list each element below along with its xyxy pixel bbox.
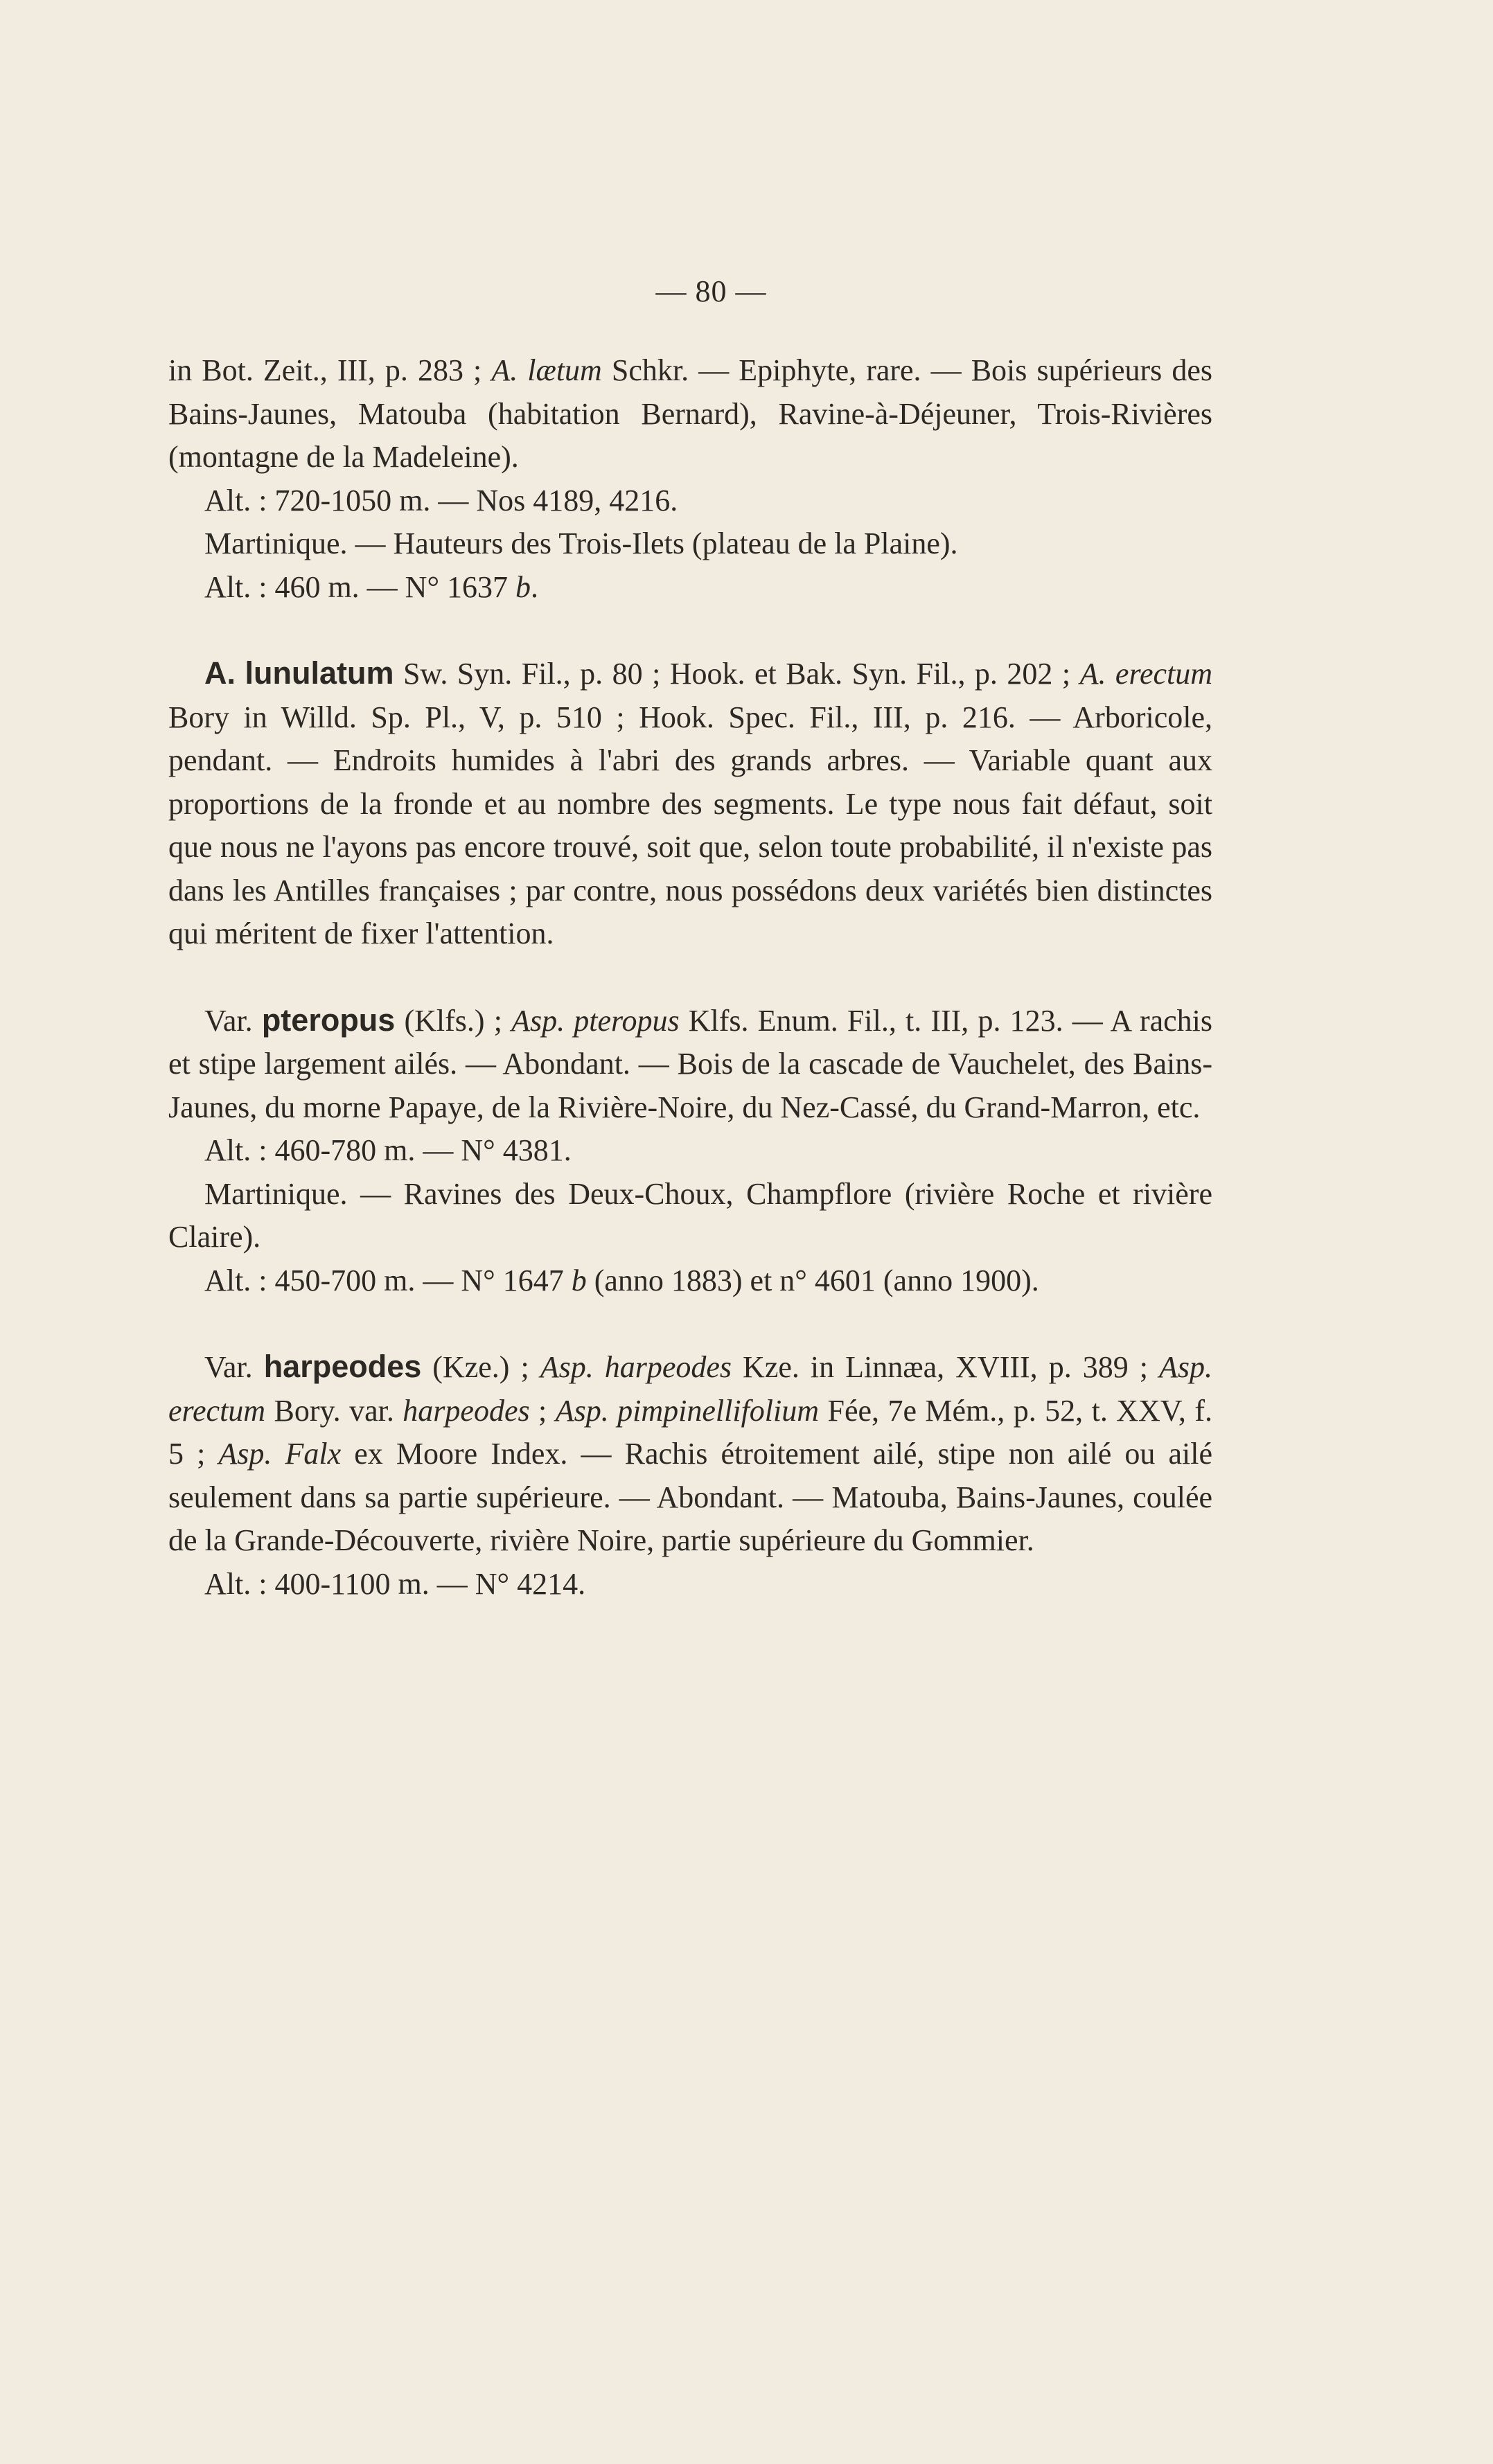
species-genus: A.	[204, 655, 236, 691]
species-name: lunulatum	[245, 655, 394, 691]
paragraph: in Bot. Zeit., III, p. 283 ; A. lætum Schkr. — Epiphyte, rare. — Bois supérieurs des Bains-Jaunes, Matouba (habitation Bernard), Ravine-à-Déjeuner, Trois-Rivières (montagne de la Madeleine).	[168, 353, 1213, 474]
variety-name: pteropus	[261, 1002, 396, 1038]
species-entry-lunulatum	[168, 652, 1212, 956]
altitude-line: Alt. : 460-780 m. — N° 4381.	[204, 1133, 572, 1167]
altitude-line: Alt. : 450-700 m. — N° 1647 b (anno 1883) et n° 4601 (anno 1900).	[204, 1263, 1039, 1297]
altitude-line: Alt. : 400-1100 m. — N° 4214.	[204, 1566, 586, 1601]
document-page	[168, 274, 1212, 1606]
variety-paragraph: Var. pteropus (Klfs.) ; Asp. pteropus Klfs. Enum. Fil., t. III, p. 123. — A rachis et stipe largement ailés. — Abondant. — Bois de la cascade de Vauchelet, des Bains-Jaunes, du morne Papaye, de la Rivière-Noire, du Nez-Cassé, du Grand-Marron, etc.	[168, 1002, 1212, 1124]
variety-name: harpeodes	[263, 1349, 422, 1384]
entry-continuation	[168, 349, 1212, 609]
page-number: — 80 —	[655, 274, 767, 308]
locality-paragraph: Martinique. — Ravines des Deux-Choux, Champflore (rivière Roche et rivière Claire).	[168, 1176, 1212, 1254]
variety-entry-pteropus	[168, 999, 1212, 1303]
species-paragraph: A. lunulatum Sw. Syn. Fil., p. 80 ; Hook. et Bak. Syn. Fil., p. 202 ; A. erectum Bory in Willd. Sp. Pl., V, p. 510 ; Hook. Spec. Fil., III, p. 216. — Arboricole, pendant. — Endroits humides à l'abri des grands arbres. — Variable quant aux proportions de la fronde et au nombre des segments. Le type nous fait défaut, soit que nous ne l'ayons pas encore trouvé, soit que, selon toute probabilité, il n'existe pas dans les Antilles françaises ; par contre, nous possédons deux variétés bien distinctes qui méritent de fixer l'attention.	[168, 655, 1213, 950]
altitude-line: Alt. : 460 m. — N° 1637 b.	[204, 569, 539, 604]
variety-entry-harpeodes	[168, 1345, 1212, 1606]
altitude-line: Alt. : 720-1050 m. — Nos 4189, 4216.	[204, 483, 678, 517]
variety-paragraph: Var. harpeodes (Kze.) ; Asp. harpeodes Kze. in Linnæa, XVIII, p. 389 ; Asp. erectum Bory. var. harpeodes ; Asp. pimpinellifolium Fée, 7e Mém., p. 52, t. XXV, f. 5 ; Asp. Falx ex Moore Index. — Rachis étroitement ailé, stipe non ailé ou ailé seulement dans sa partie supérieure. — Abondant. — Matouba, Bains-Jaunes, coulée de la Grande-Découverte, rivière Noire, partie supérieure du Gommier.	[168, 1349, 1213, 1557]
locality-paragraph: Martinique. — Hauteurs des Trois-Ilets (plateau de la Plaine).	[204, 526, 958, 560]
